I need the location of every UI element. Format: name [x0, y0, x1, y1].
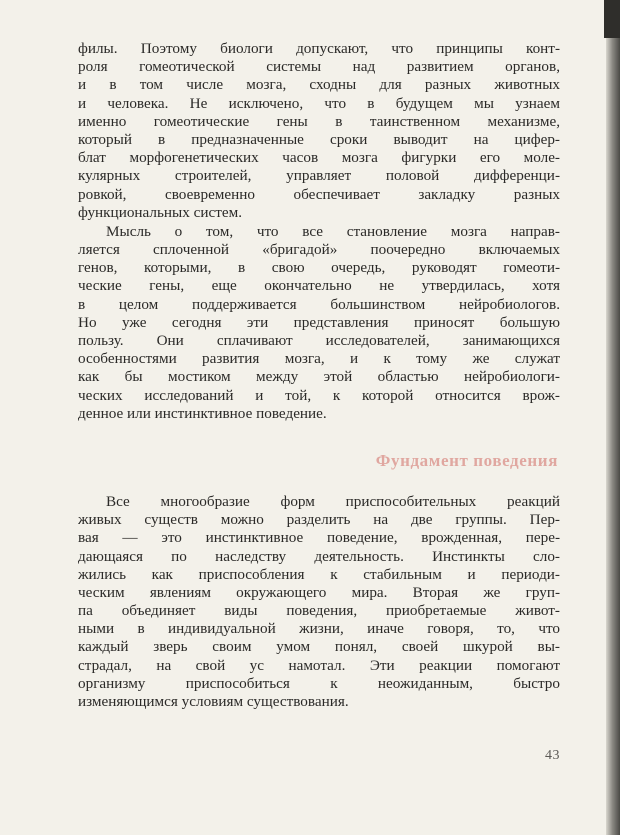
text-line: блат морфогенетических часов мозга фигурки его моле-: [78, 149, 560, 167]
section-heading: Фундамент поведения: [375, 450, 558, 470]
text-line: ческие гены, еще окончательно не утвердилась, хотя: [78, 277, 560, 295]
text-line: и в том числе мозга, сходны для разных животных: [78, 76, 560, 94]
text-line: Но уже сегодня эти представления приносят большую: [78, 313, 560, 331]
text-line: кулярных строителей, управляет половой дифференци-: [78, 167, 560, 185]
text-line: па объединяет виды поведения, приобретаемые живот-: [78, 602, 560, 620]
text-line: и человека. Не исключено, что в будущем мы узнаем: [78, 94, 560, 112]
text-line: именно гомеотические гены в таинственном механизме,: [78, 112, 560, 130]
page-number: 43: [545, 748, 560, 763]
text-line: жились как приспособления к стабильным и периоди-: [78, 565, 560, 583]
text-line: ческих исследований и той, к которой относится врож-: [78, 386, 560, 404]
text-line: вая — это инстинктивное поведение, врожденная, пере-: [78, 529, 560, 547]
text-line: денное или инстинктивное поведение.: [78, 404, 327, 422]
text-line: дающаяся по наследству деятельность. Инстинкты сло-: [78, 547, 560, 565]
text-column: [78, 40, 560, 711]
text-line: как бы мостиком между этой областью нейробиологи-: [78, 368, 560, 386]
text-line: организму приспособиться к неожиданным, быстро: [78, 674, 560, 692]
text-line: функциональных систем.: [78, 203, 243, 221]
text-line: страдал, на свой ус намотал. Эти реакции помогают: [78, 656, 560, 674]
text-line: ляется сплоченной «бригадой» поочередно включаемых: [78, 241, 560, 259]
text-line: особенностями развития мозга, и к тому же служат: [78, 350, 560, 368]
page-edge-strip: [606, 0, 620, 835]
text-line: филы. Поэтому биологи допускают, что принципы конт-: [78, 40, 560, 57]
text-line: Мысль о том, что все становление мозга направ-: [106, 222, 560, 240]
text-line: Все многообразие форм приспособительных реакций: [106, 492, 560, 510]
text-line: в целом поддерживается большинством нейробиологов.: [78, 295, 560, 313]
text-line: ровкой, своевременно обеспечивает закладку разных: [78, 185, 560, 203]
text-line: пользу. Они сплачивают исследователей, занимающихся: [78, 332, 560, 349]
text-line: роля гомеотической системы над развитием органов,: [78, 58, 560, 76]
paragraph-3: [78, 493, 560, 711]
paragraph-1: [78, 40, 560, 222]
text-line: живых существ можно разделить на две группы. Пер-: [78, 511, 560, 529]
text-line: ными в индивидуальной жизни, иначе говоря, то, что: [78, 620, 560, 638]
text-line: изменяющимся условиям существования.: [78, 693, 349, 710]
text-line: генов, которыми, в свою очередь, руководят гомеоти-: [78, 259, 560, 277]
paragraph-2: [78, 223, 560, 423]
text-line: каждый зверь своим умом понял, своей шкурой вы-: [78, 638, 560, 656]
page-edge-corner: [604, 0, 620, 38]
text-line: который в предназначенные сроки выводит на цифер-: [78, 130, 560, 148]
text-line: ческим явлениям окружающего мира. Вторая же груп-: [78, 583, 560, 601]
